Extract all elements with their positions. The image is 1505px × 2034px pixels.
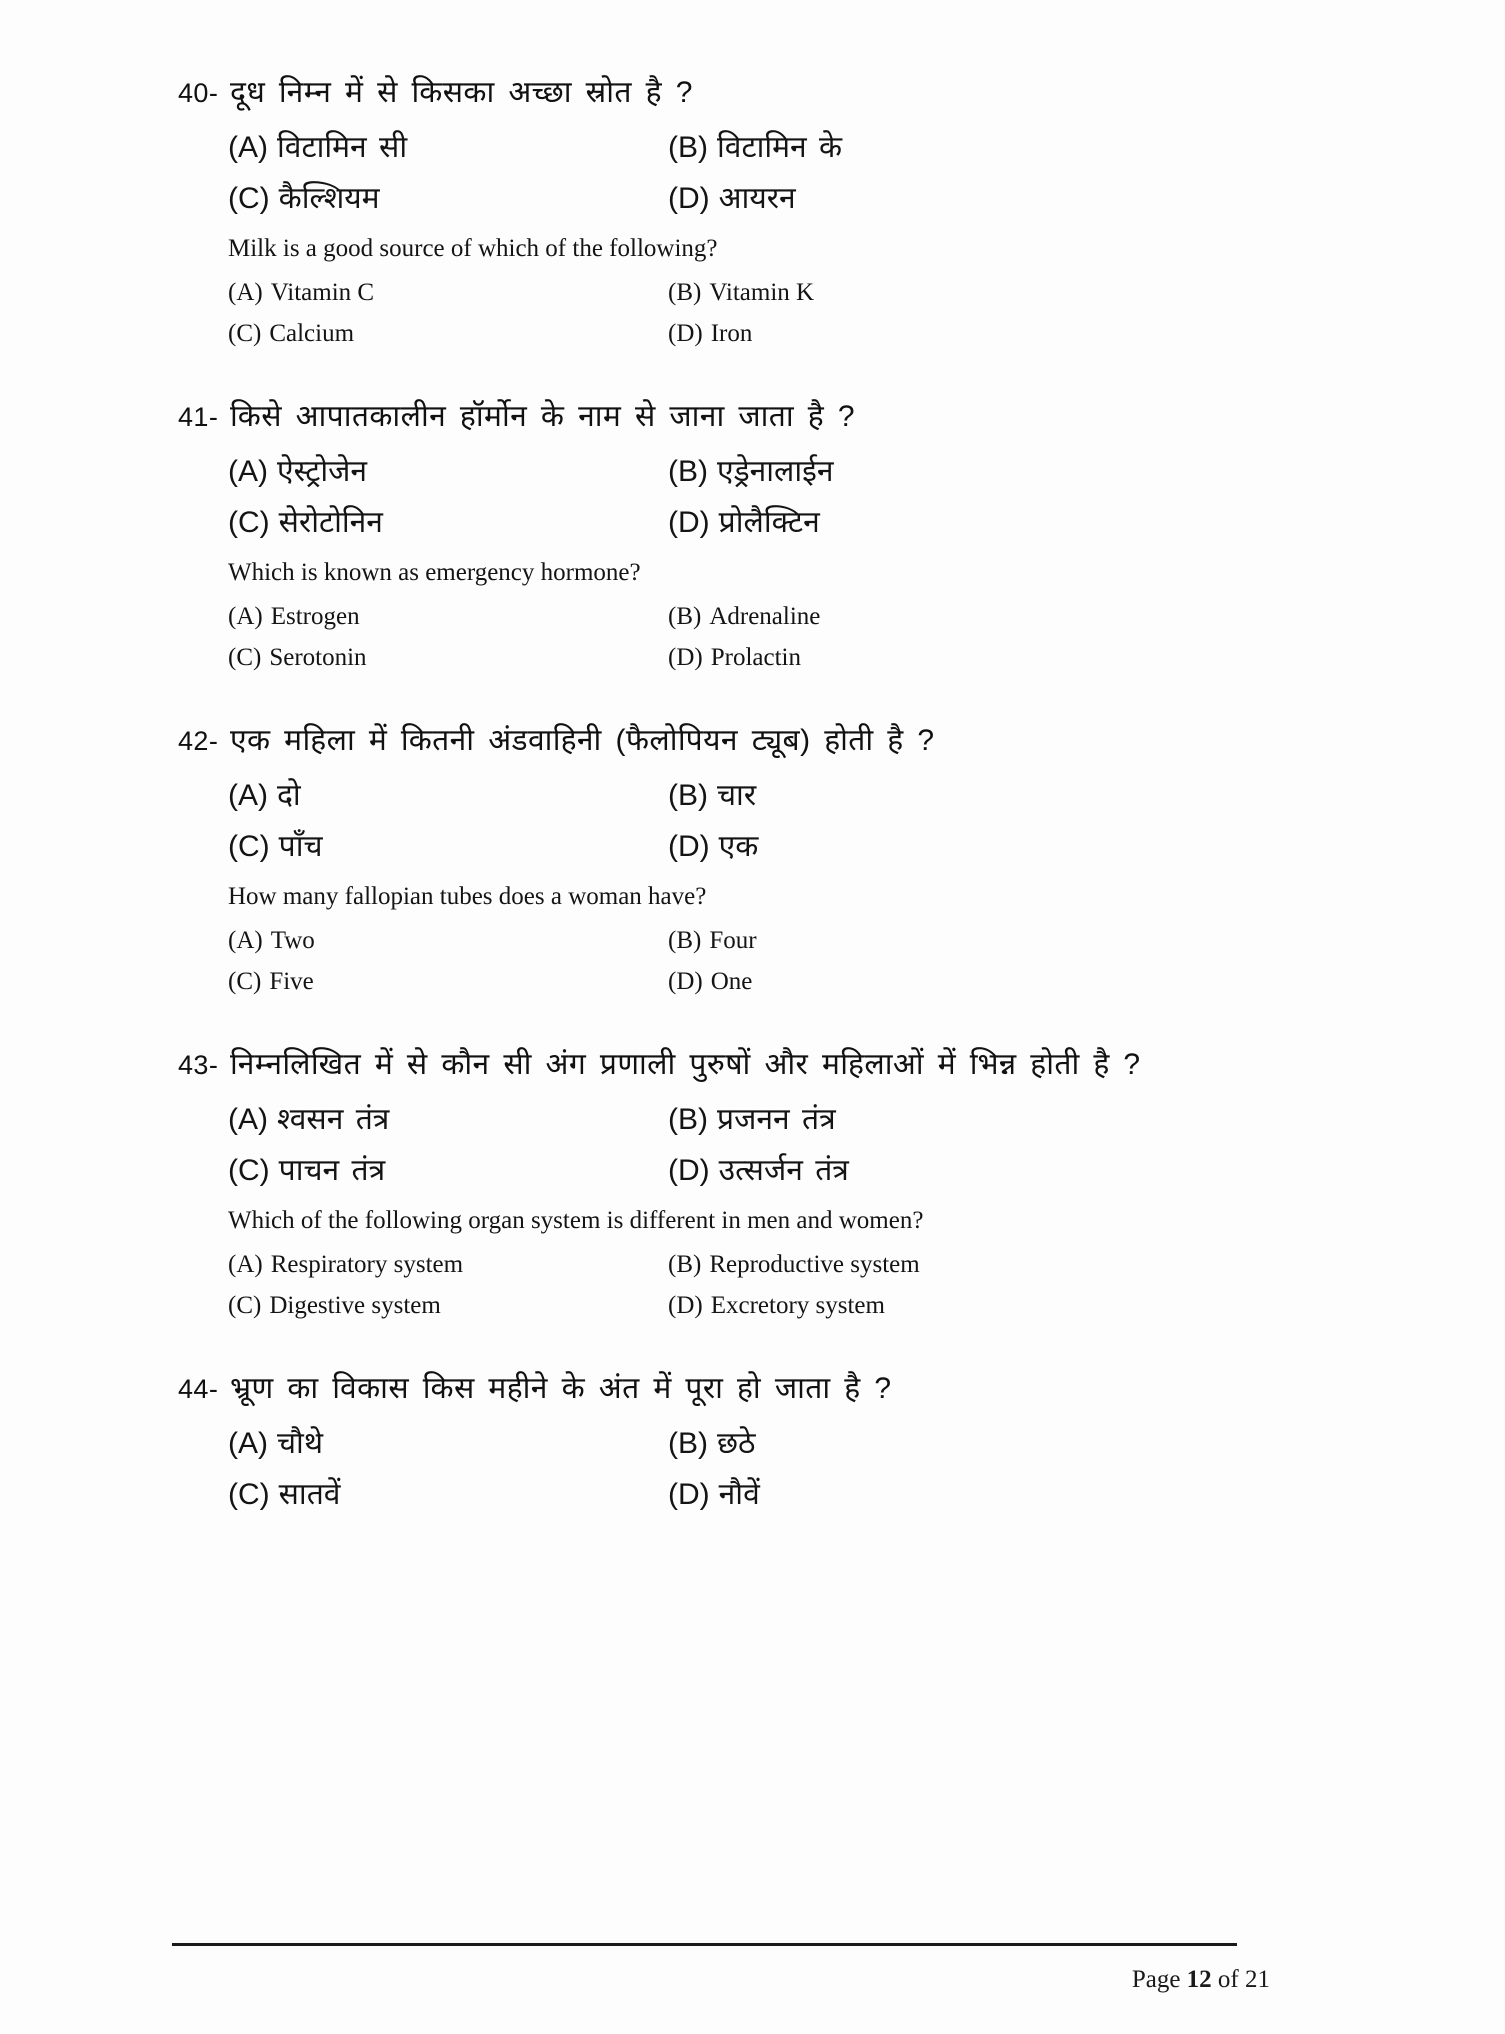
option-label: (C)	[228, 968, 262, 995]
option-label: (A)	[228, 1103, 268, 1136]
question-hindi-line	[178, 1366, 1238, 1407]
page-footer	[1132, 1966, 1270, 1994]
option-english-b[interactable]	[668, 279, 1098, 307]
option-hindi-b[interactable]	[668, 125, 1098, 166]
option-label: (C)	[228, 644, 262, 671]
option-english-b[interactable]	[668, 1251, 1098, 1279]
option-text: विटामिन सी	[277, 131, 408, 164]
option-text: Calcium	[269, 320, 355, 347]
option-hindi-b[interactable]	[668, 449, 1098, 490]
option-label: (A)	[228, 603, 263, 630]
option-hindi-d[interactable]	[668, 824, 1098, 865]
option-label: (D)	[668, 968, 703, 995]
question-english-text: Which of the following organ system is different in men and women?	[228, 1207, 924, 1234]
option-label: (C)	[228, 830, 270, 863]
option-text: Serotonin	[269, 644, 367, 671]
question-english-block	[228, 235, 1238, 348]
question-number: 43-	[178, 1050, 219, 1080]
option-english-a[interactable]	[228, 1251, 668, 1279]
option-label: (D)	[668, 182, 710, 215]
footer-page-total: 21	[1245, 1966, 1270, 1993]
option-text: Estrogen	[270, 603, 360, 630]
option-label: (A)	[228, 131, 268, 164]
option-label: (B)	[668, 603, 702, 630]
question-hindi-line	[178, 70, 1238, 111]
question-english-text: Which is known as emergency hormone?	[228, 559, 641, 586]
option-text: Excretory system	[710, 1292, 885, 1319]
option-text: चार	[717, 779, 757, 812]
option-text: Iron	[710, 320, 753, 347]
question-block-40	[178, 70, 1238, 348]
question-hindi-text: निम्नलिखित में से कौन सी अंग प्रणाली पुरुषों और महिलाओं में भिन्न होती है ?	[230, 1048, 1141, 1081]
hindi-option-row-cd	[228, 1148, 1238, 1189]
question-hindi-text: दूध निम्न में से किसका अच्छा स्रोत है ?	[230, 76, 693, 109]
english-option-row-ab	[228, 927, 1238, 955]
option-text: उत्सर्जन तंत्र	[718, 1154, 849, 1187]
option-text: पाचन तंत्र	[278, 1154, 386, 1187]
option-text: पाँच	[278, 830, 323, 863]
question-hindi-text: किसे आपातकालीन हॉर्मोन के नाम से जाना जाता है ?	[230, 400, 855, 433]
english-option-row-ab	[228, 603, 1238, 631]
option-label: (D)	[668, 830, 710, 863]
option-english-b[interactable]	[668, 927, 1098, 955]
option-label: (D)	[668, 1478, 710, 1511]
option-text: एड्रेनालाईन	[717, 455, 834, 488]
option-label: (B)	[668, 131, 708, 164]
option-english-c[interactable]	[228, 968, 668, 996]
question-english-block	[228, 883, 1238, 996]
question-block-44	[178, 1366, 1238, 1513]
hindi-option-row-ab	[228, 773, 1238, 814]
english-option-row-cd	[228, 320, 1238, 348]
option-english-d[interactable]	[668, 968, 1098, 996]
hindi-option-row-ab	[228, 125, 1238, 166]
option-hindi-b[interactable]	[668, 1097, 1098, 1138]
option-english-a[interactable]	[228, 279, 668, 307]
option-hindi-a[interactable]	[228, 125, 668, 166]
option-label: (A)	[228, 279, 263, 306]
option-hindi-c[interactable]	[228, 500, 668, 541]
option-hindi-c[interactable]	[228, 824, 668, 865]
option-english-a[interactable]	[228, 603, 668, 631]
hindi-option-row-ab	[228, 1097, 1238, 1138]
option-label: (D)	[668, 1292, 703, 1319]
option-english-a[interactable]	[228, 927, 668, 955]
option-label: (C)	[228, 1292, 262, 1319]
option-text: Adrenaline	[709, 603, 821, 630]
question-hindi-line	[178, 718, 1238, 759]
option-text: Five	[269, 968, 314, 995]
option-label: (C)	[228, 1478, 270, 1511]
question-spacer	[178, 698, 1238, 718]
option-hindi-d[interactable]	[668, 176, 1098, 217]
option-text: विटामिन के	[717, 131, 843, 164]
option-text: Two	[270, 927, 315, 954]
footer-of-label: of	[1217, 1966, 1239, 1993]
footer-page-number: 12	[1186, 1966, 1212, 1993]
question-block-43	[178, 1042, 1238, 1320]
option-label: (D)	[668, 320, 703, 347]
option-english-b[interactable]	[668, 603, 1098, 631]
question-number: 44-	[178, 1374, 219, 1404]
option-hindi-d[interactable]	[668, 1148, 1098, 1189]
option-hindi-c[interactable]	[228, 1472, 668, 1513]
option-label: (B)	[668, 279, 702, 306]
option-text: Vitamin K	[709, 279, 815, 306]
option-text: Vitamin C	[270, 279, 375, 306]
option-english-c[interactable]	[228, 320, 668, 348]
option-label: (A)	[228, 1427, 268, 1460]
option-text: श्वसन तंत्र	[277, 1103, 390, 1136]
question-number: 41-	[178, 402, 219, 432]
hindi-option-row-cd	[228, 500, 1238, 541]
option-label: (B)	[668, 779, 708, 812]
option-text: नौवें	[718, 1478, 760, 1511]
questions-container	[178, 70, 1238, 1539]
option-text: Prolactin	[710, 644, 801, 671]
option-text: One	[710, 968, 753, 995]
option-label: (A)	[228, 927, 263, 954]
option-text: प्रोलैक्टिन	[718, 506, 820, 539]
question-english-text: Milk is a good source of which of the following?	[228, 235, 718, 262]
option-hindi-a[interactable]	[228, 773, 668, 814]
option-english-d[interactable]	[668, 1292, 1098, 1320]
option-english-c[interactable]	[228, 1292, 668, 1320]
hindi-option-row-cd	[228, 1472, 1238, 1513]
option-english-d[interactable]	[668, 644, 1098, 672]
option-label: (B)	[668, 927, 702, 954]
option-label: (C)	[228, 320, 262, 347]
option-hindi-a[interactable]	[228, 1421, 668, 1462]
hindi-option-row-ab	[228, 449, 1238, 490]
question-spacer	[178, 374, 1238, 394]
question-english-block	[228, 559, 1238, 672]
option-text: सातवें	[278, 1478, 341, 1511]
english-option-row-cd	[228, 644, 1238, 672]
question-block-42	[178, 718, 1238, 996]
option-hindi-c[interactable]	[228, 1148, 668, 1189]
option-label: (C)	[228, 506, 270, 539]
option-label: (D)	[668, 644, 703, 671]
question-number: 40-	[178, 78, 219, 108]
footer-divider	[172, 1943, 1237, 1946]
option-hindi-d[interactable]	[668, 500, 1098, 541]
english-option-row-ab	[228, 1251, 1238, 1279]
option-text: Reproductive system	[709, 1251, 920, 1278]
option-text: प्रजनन तंत्र	[717, 1103, 836, 1136]
option-text: सेरोटोनिन	[278, 506, 383, 539]
option-english-c[interactable]	[228, 644, 668, 672]
english-option-row-cd	[228, 968, 1238, 996]
option-text: ऐस्ट्रोजेन	[277, 455, 368, 488]
question-number: 42-	[178, 726, 219, 756]
question-hindi-line	[178, 394, 1238, 435]
hindi-option-row-cd	[228, 824, 1238, 865]
question-spacer	[178, 1022, 1238, 1042]
option-text: चौथे	[277, 1427, 323, 1460]
option-label: (C)	[228, 1154, 270, 1187]
option-text: छठे	[717, 1427, 756, 1460]
option-label: (A)	[228, 455, 268, 488]
question-english-text: How many fallopian tubes does a woman have?	[228, 883, 707, 910]
english-option-row-cd	[228, 1292, 1238, 1320]
option-text: कैल्शियम	[278, 182, 380, 215]
option-hindi-b[interactable]	[668, 773, 1098, 814]
option-english-d[interactable]	[668, 320, 1098, 348]
option-label: (D)	[668, 1154, 710, 1187]
option-text: Digestive system	[269, 1292, 441, 1319]
option-label: (B)	[668, 455, 708, 488]
option-hindi-a[interactable]	[228, 1097, 668, 1138]
option-label: (A)	[228, 1251, 263, 1278]
question-block-41	[178, 394, 1238, 672]
hindi-option-row-ab	[228, 1421, 1238, 1462]
option-text: आयरन	[718, 182, 796, 215]
option-label: (D)	[668, 506, 710, 539]
hindi-option-row-cd	[228, 176, 1238, 217]
option-text: दो	[277, 779, 301, 812]
option-text: Four	[709, 927, 757, 954]
question-spacer	[178, 1346, 1238, 1366]
option-label: (B)	[668, 1427, 708, 1460]
option-label: (C)	[228, 182, 270, 215]
option-label: (A)	[228, 779, 268, 812]
question-english-block	[228, 1207, 1238, 1320]
option-text: Respiratory system	[270, 1251, 464, 1278]
footer-page-label: Page	[1131, 1966, 1181, 1993]
option-hindi-c[interactable]	[228, 176, 668, 217]
question-hindi-text: एक महिला में कितनी अंडवाहिनी (फैलोपियन ट्यूब) होती है ?	[230, 724, 935, 757]
option-label: (B)	[668, 1251, 702, 1278]
option-label: (B)	[668, 1103, 708, 1136]
question-hindi-line	[178, 1042, 1238, 1083]
option-text: एक	[718, 830, 759, 863]
question-hindi-text: भ्रूण का विकास किस महीने के अंत में पूरा हो जाता है ?	[230, 1372, 892, 1405]
english-option-row-ab	[228, 279, 1238, 307]
option-hindi-a[interactable]	[228, 449, 668, 490]
option-hindi-d[interactable]	[668, 1472, 1098, 1513]
option-hindi-b[interactable]	[668, 1421, 1098, 1462]
